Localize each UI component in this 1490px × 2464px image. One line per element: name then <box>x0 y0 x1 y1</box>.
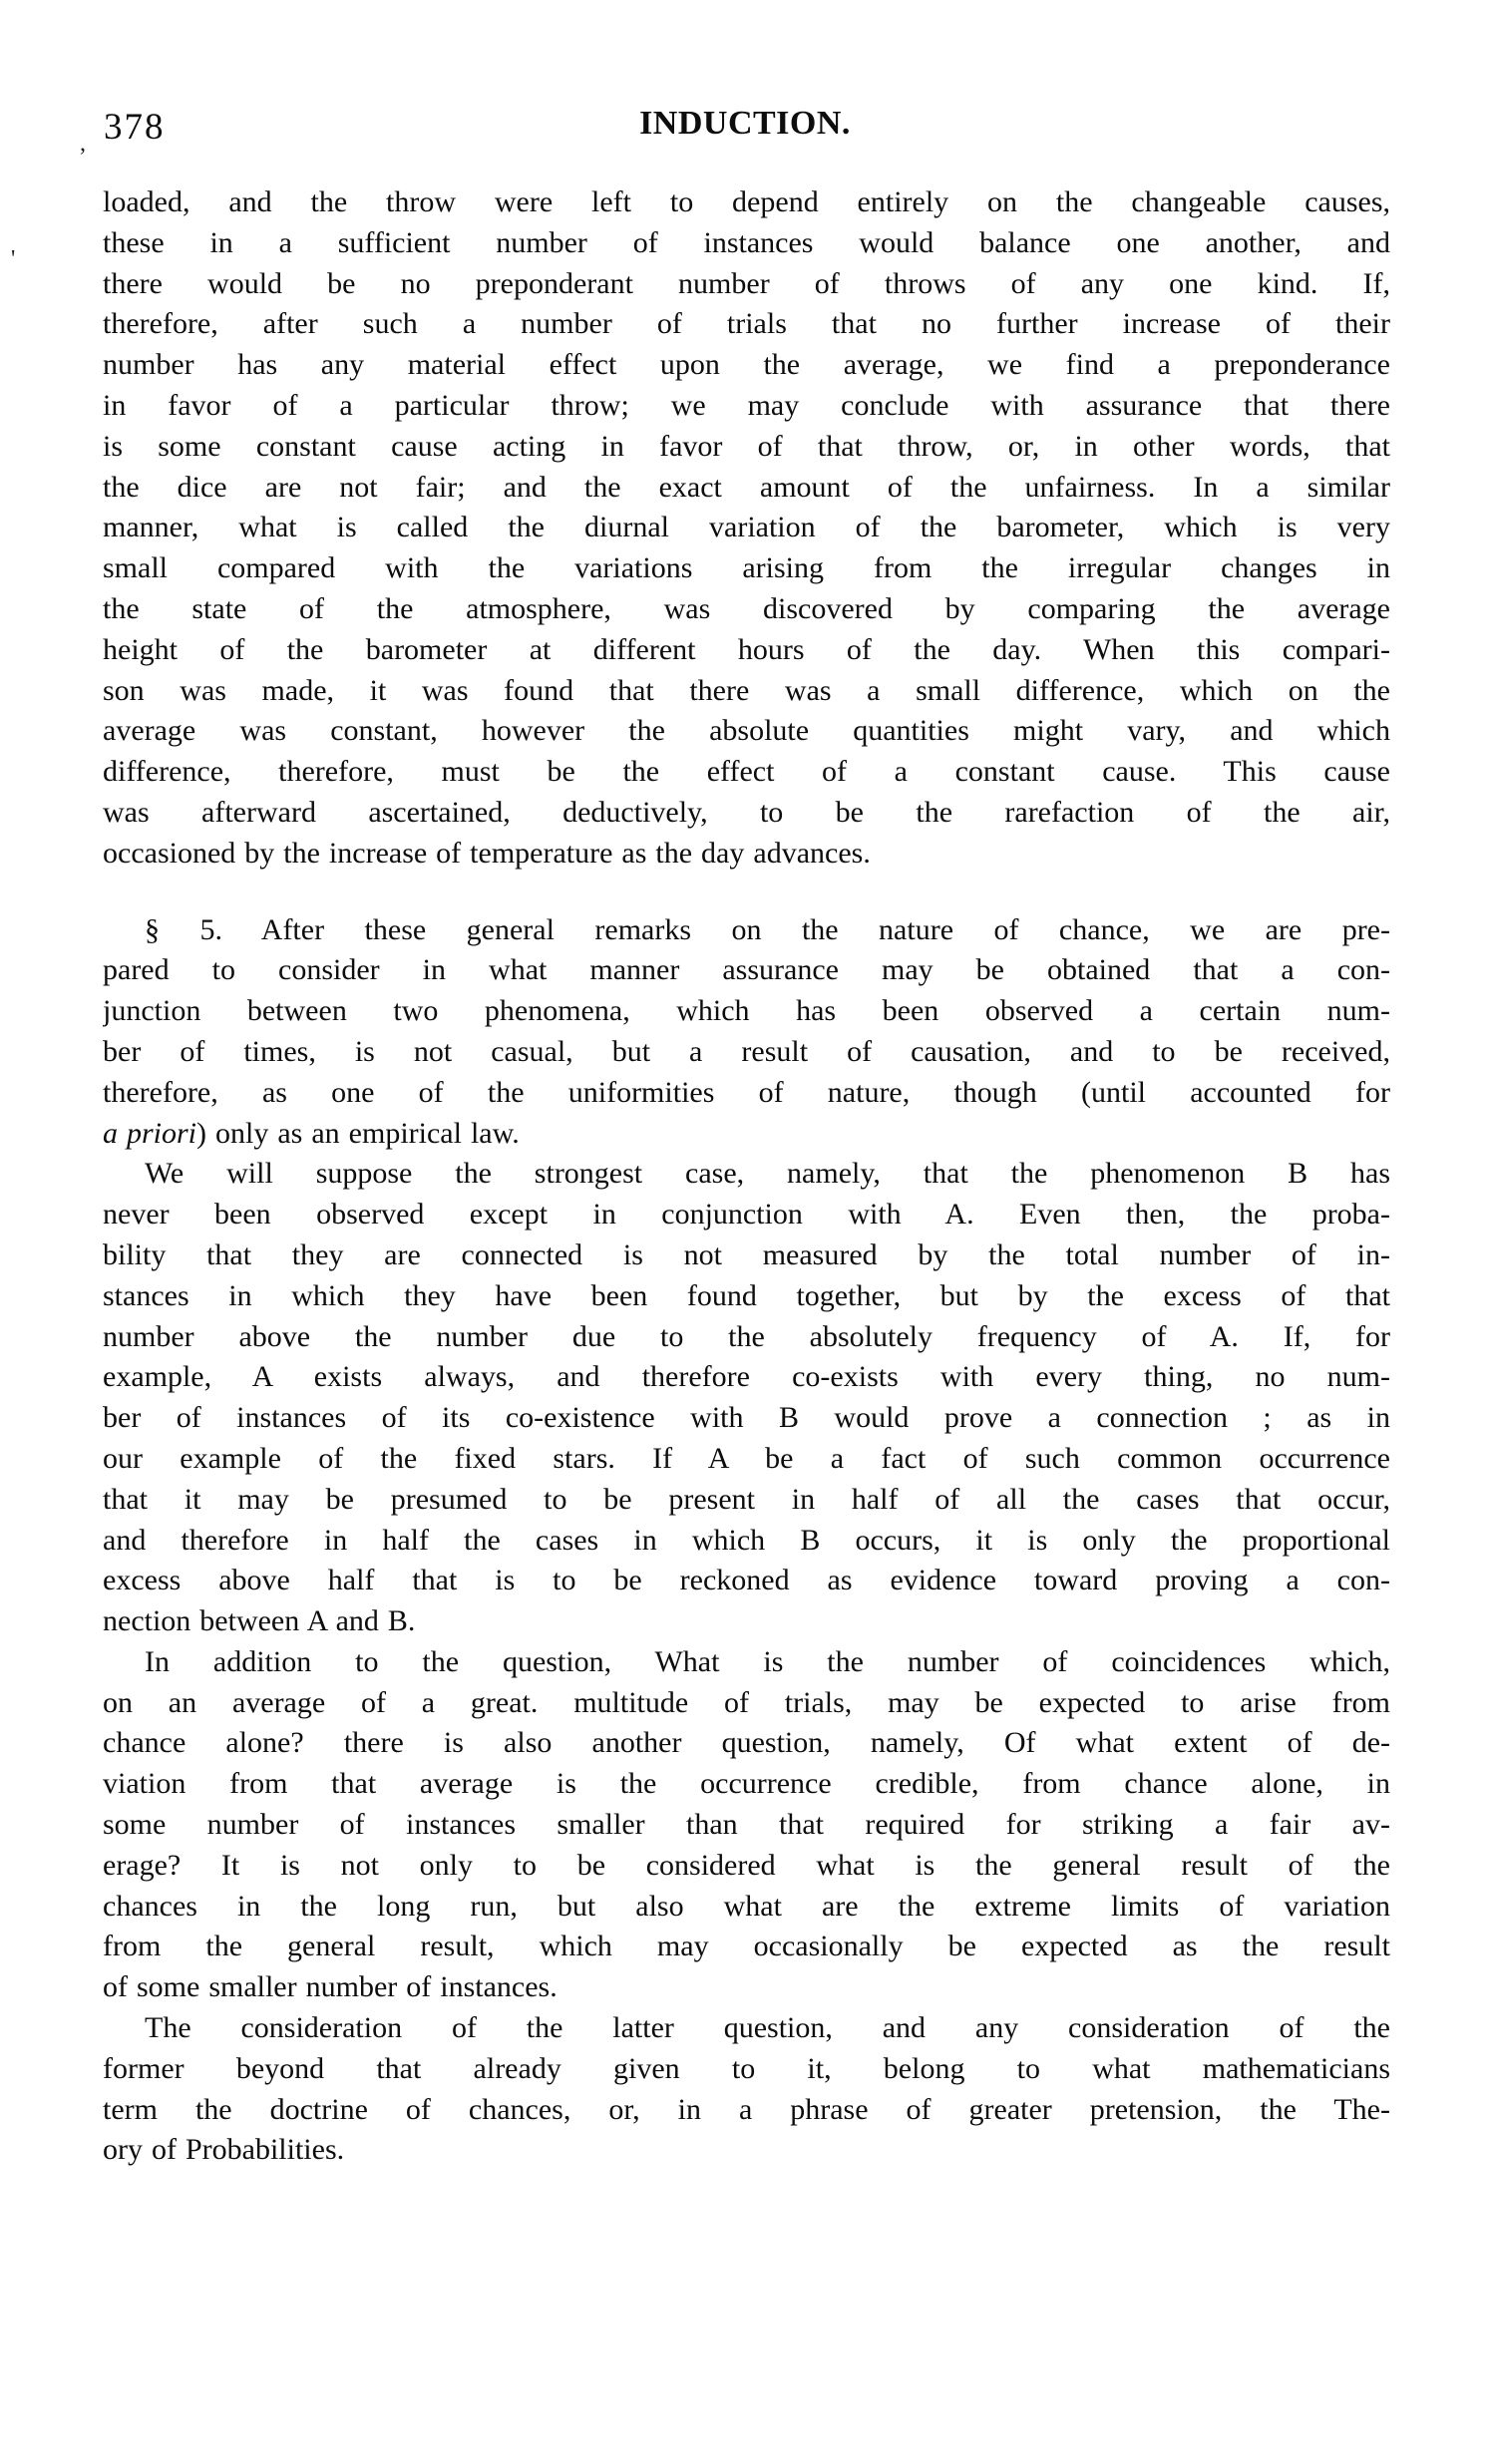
body-text <box>103 182 1390 2171</box>
text-line: nection between A and B. <box>103 1604 416 1638</box>
text-line: in favor of a particular throw; we may conclude with assurance that there <box>103 388 1390 422</box>
text-line: these in a sufficient number of instances would balance one another, and <box>103 225 1390 259</box>
text-line: the dice are not fair; and the exact amount of the unfairness. In a similar <box>103 470 1390 504</box>
text-line: ory of Probabilities. <box>103 2133 345 2167</box>
text-line: occasioned by the increase of temperature as the day advances. <box>103 836 871 870</box>
text-line: viation from that average is the occurrence credible, from chance alone, in <box>103 1767 1390 1801</box>
scan-artifact: , <box>80 131 86 157</box>
running-title: INDUCTION. <box>639 105 851 142</box>
text-line: average was constant, however the absolute quantities might vary, and which <box>103 714 1390 748</box>
text-line: of some smaller number of instances. <box>103 1970 558 2004</box>
text-line: and therefore in half the cases in which B occurs, it is only the proportional <box>103 1523 1390 1557</box>
text-line: ber of times, is not casual, but a result of causation, and to be received, <box>103 1034 1390 1068</box>
text-line: The consideration of the latter question, and any consideration of the <box>145 2011 1390 2045</box>
text-line: In addition to the question, What is the number of coincidences which, <box>145 1644 1390 1678</box>
text-line: manner, what is called the diurnal variation of the barometer, which is very <box>103 511 1390 544</box>
text-line: chances in the long run, but also what are the extreme limits of variation <box>103 1889 1390 1923</box>
text-line: son was made, it was found that there was a small difference, which on the <box>103 673 1390 707</box>
text-line: § 5. After these general remarks on the nature of chance, we are pre- <box>145 912 1390 946</box>
text-line: a priori) only as an empirical law. <box>103 1116 520 1150</box>
text-line: example, A exists always, and therefore co-exists with every thing, no num- <box>103 1360 1390 1394</box>
paragraph <box>103 182 1390 875</box>
text-line: We will suppose the strongest case, namely, that the phenomenon B has <box>145 1157 1390 1191</box>
paragraph <box>103 1154 1390 1642</box>
text-line: junction between two phenomena, which has been observed a certain num- <box>103 994 1390 1028</box>
text-line: our example of the fixed stars. If A be a fact of such common occurrence <box>103 1441 1390 1475</box>
text-line: small compared with the variations arising from the irregular changes in <box>103 551 1390 585</box>
paragraph <box>103 1642 1390 2008</box>
text-line: there would be no preponderant number of throws of any one kind. If, <box>103 266 1390 300</box>
page-number: 378 <box>104 107 166 148</box>
text-line: stances in which they have been found together, but by the excess of that <box>103 1278 1390 1312</box>
text-line: number has any material effect upon the average, we find a preponderance <box>103 348 1390 382</box>
text-line: height of the barometer at different hours of the day. When this compari- <box>103 632 1390 666</box>
text-line: the state of the atmosphere, was discovered by comparing the average <box>103 591 1390 625</box>
text-line: from the general result, which may occasionally be expected as the result <box>103 1930 1390 1963</box>
text-line: on an average of a great. multitude of trials, may be expected to arise from <box>103 1685 1390 1719</box>
text-line: difference, therefore, must be the effect of a constant cause. This cause <box>103 755 1390 789</box>
text-line: never been observed except in conjunction with A. Even then, the proba- <box>103 1198 1390 1232</box>
text-line: bility that they are connected is not measured by the total number of in- <box>103 1237 1390 1271</box>
text-line: therefore, after such a number of trials that no further increase of their <box>103 307 1390 341</box>
text-line: therefore, as one of the uniformities of nature, though (until accounted for <box>103 1075 1390 1109</box>
text-line: former beyond that already given to it, belong to what mathematicians <box>103 2051 1390 2085</box>
text-line: was afterward ascertained, deductively, to be the rarefaction of the air, <box>103 795 1390 829</box>
paragraph <box>103 2008 1390 2171</box>
text-line: that it may be presumed to be present in half of all the cases that occur, <box>103 1482 1390 1516</box>
text-line: number above the number due to the absolutely frequency of A. If, for <box>103 1319 1390 1353</box>
text-line: ber of instances of its co-existence with B would prove a connection ; as in <box>103 1401 1390 1435</box>
text-line: is some constant cause acting in favor of that throw, or, in other words, that <box>103 429 1390 463</box>
text-line: some number of instances smaller than that required for striking a fair av- <box>103 1808 1390 1842</box>
text-line: pared to consider in what manner assurance may be obtained that a con- <box>103 953 1390 987</box>
paragraph <box>103 910 1390 1155</box>
text-line: excess above half that is to be reckoned as evidence toward proving a con- <box>103 1564 1390 1597</box>
text-line: term the doctrine of chances, or, in a phrase of greater pretension, the The- <box>103 2092 1390 2126</box>
text-line: loaded, and the throw were left to depend entirely on the changeable causes, <box>103 185 1390 218</box>
text-line: erage? It is not only to be considered what is the general result of the <box>103 1848 1390 1882</box>
scan-artifact: ' <box>11 246 16 272</box>
text-line: chance alone? there is also another question, namely, Of what extent of de- <box>103 1726 1390 1760</box>
